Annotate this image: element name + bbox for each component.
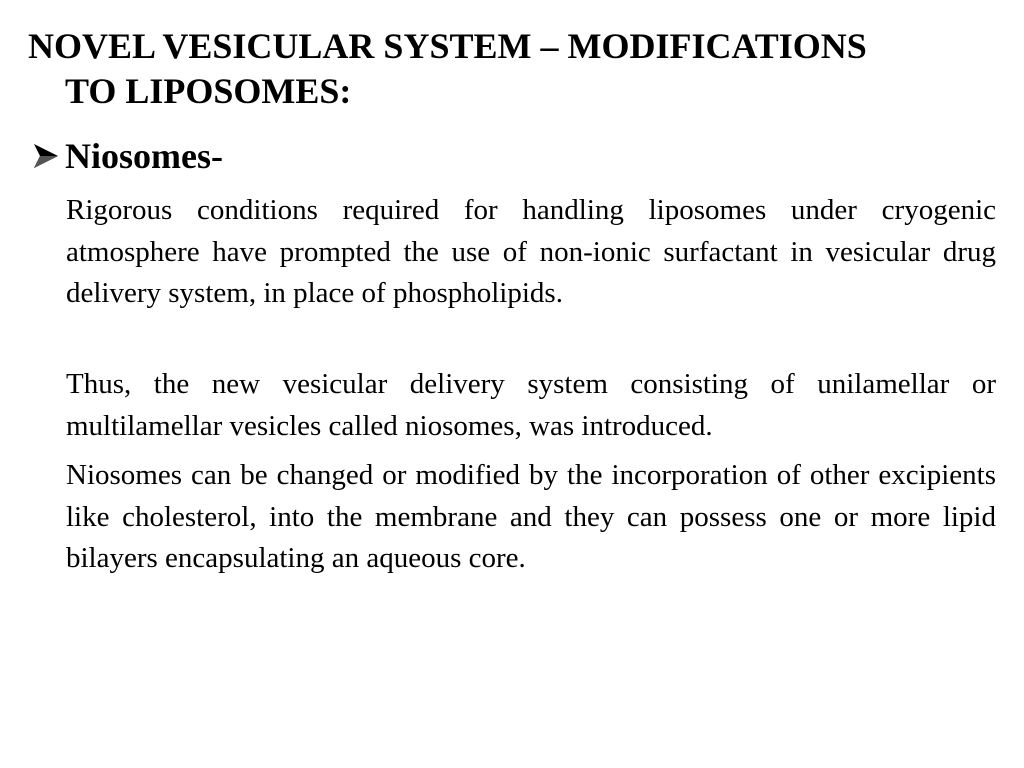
arrow-bullet-icon	[31, 142, 61, 170]
slide-title-line-1: NOVEL VESICULAR SYSTEM – MODIFICATIONS	[28, 26, 867, 66]
bullet-label: Niosomes-	[65, 136, 223, 176]
bullet-item-niosomes	[31, 134, 223, 178]
slide-title-line-2: TO LIPOSOMES:	[65, 71, 352, 111]
paragraph-2: Thus, the new vesicular delivery system consisting of unilamellar or multilamellar vesicles called niosomes, was introduced.	[66, 368, 996, 442]
paragraph-1: Rigorous conditions required for handling liposomes under cryogenic atmosphere have prompted the use of non-ionic surfactant in vesicular drug delivery system, in place of phospholipids.	[66, 194, 996, 309]
paragraph-3: Niosomes can be changed or modified by the incorporation of other excipients like cholesterol, into the membrane and they can possess one or more lipid bilayers encapsulating an aqueous core.	[66, 459, 996, 574]
slide-title	[28, 24, 988, 114]
